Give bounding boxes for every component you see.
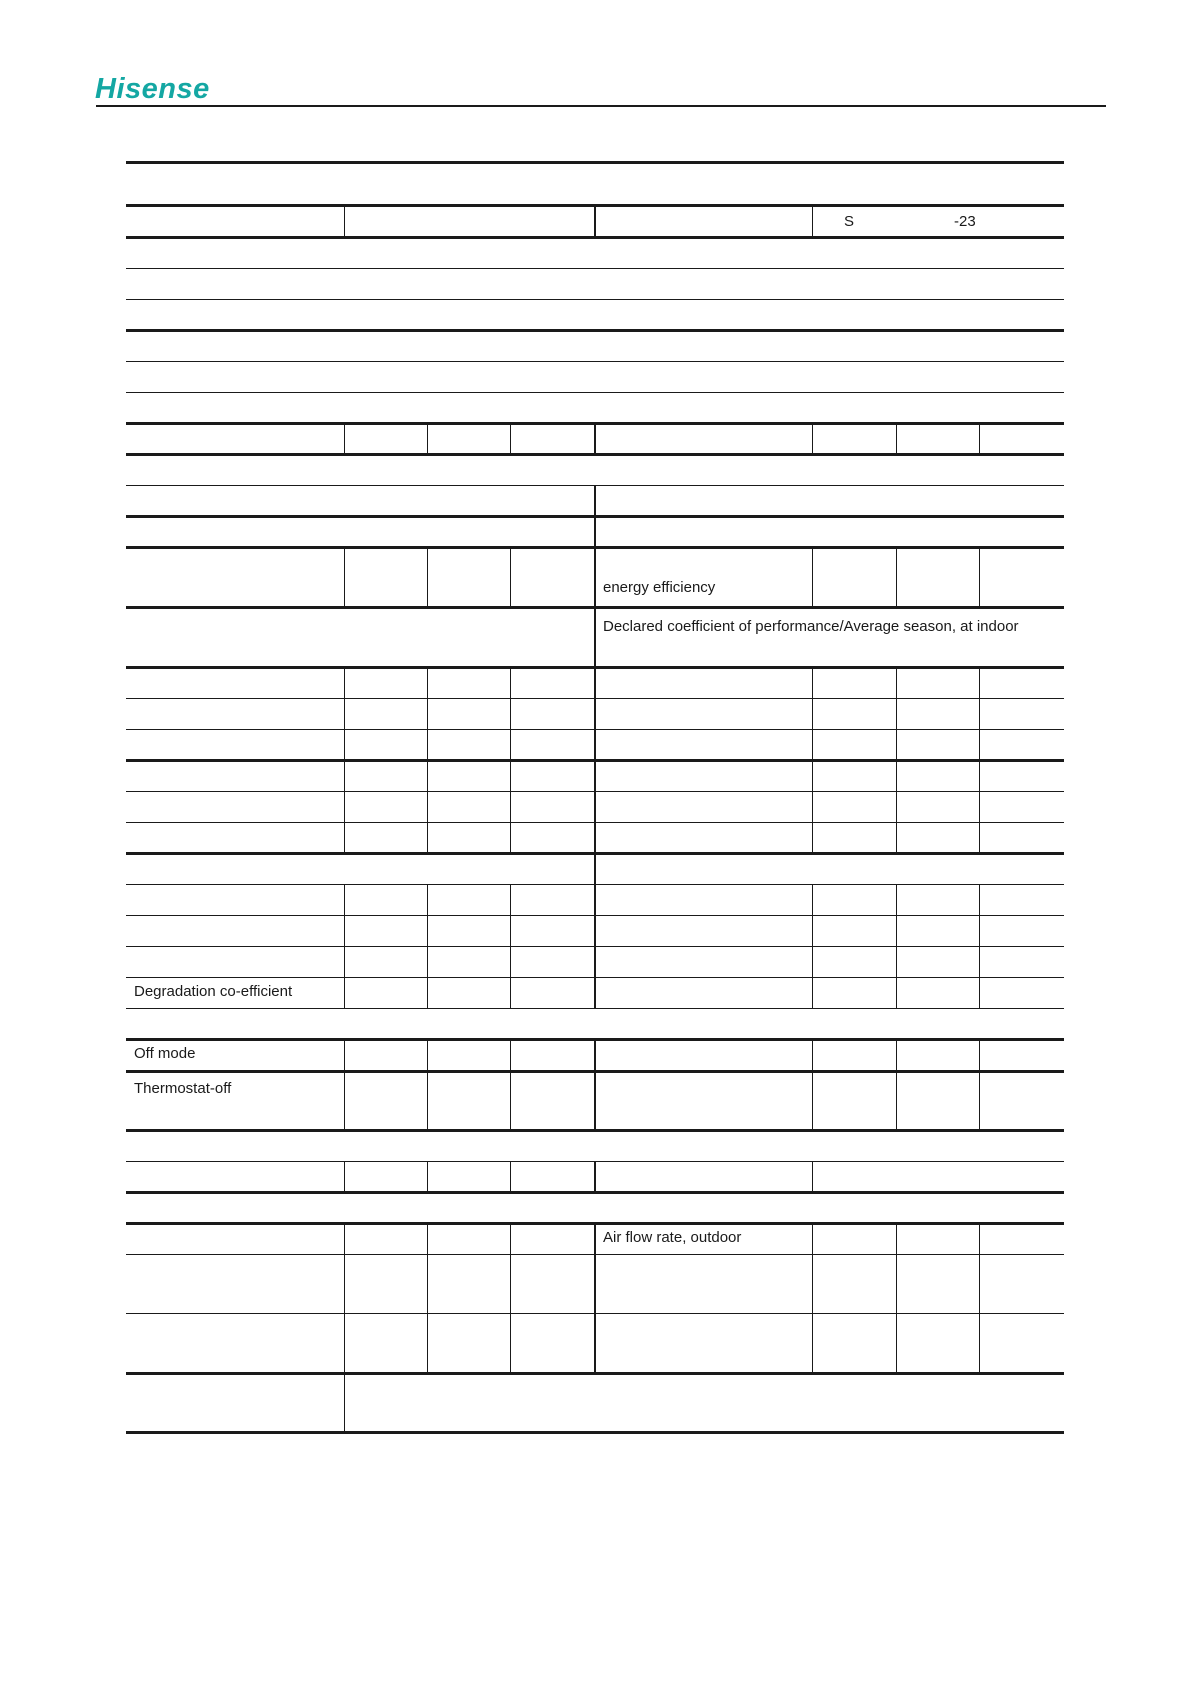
brand-logo: Hisense xyxy=(95,73,210,105)
off-mode-label: Off mode xyxy=(134,1045,196,1062)
declared-cop-label: Declared coefficient of performance/Average season, at indoor xyxy=(603,618,1019,635)
table-col-divider xyxy=(510,547,511,608)
table-col-divider xyxy=(344,547,345,608)
table-rule xyxy=(126,392,1064,393)
table-col-divider xyxy=(594,853,596,885)
table-col-divider xyxy=(427,1162,428,1193)
table-col-divider xyxy=(812,1039,813,1131)
table-col-divider xyxy=(344,1039,345,1131)
table-col-divider xyxy=(812,1162,813,1193)
table-col-divider xyxy=(979,423,980,455)
table-col-divider xyxy=(594,667,596,854)
table-col-divider xyxy=(896,667,897,854)
table-col-divider xyxy=(812,205,813,237)
table-rule xyxy=(126,329,1064,332)
table-col-divider xyxy=(594,1162,596,1193)
table-col-divider xyxy=(896,547,897,608)
table-col-divider xyxy=(594,607,596,668)
table-col-divider xyxy=(510,1162,511,1193)
table-col-divider xyxy=(594,885,596,1009)
header-rule xyxy=(96,105,1106,107)
thermostat-off-label: Thermostat-off xyxy=(134,1080,232,1097)
table-col-divider xyxy=(427,667,428,854)
degradation-coefficient-label: Degradation co-efficient xyxy=(134,983,293,1000)
table-col-divider xyxy=(812,547,813,608)
table-col-divider xyxy=(594,423,596,455)
table-col-divider xyxy=(344,885,345,1009)
table-col-divider xyxy=(979,547,980,608)
table-col-divider xyxy=(510,667,511,854)
table-col-divider xyxy=(344,423,345,455)
table-col-divider xyxy=(344,1223,345,1374)
table-col-divider xyxy=(812,423,813,455)
table-col-divider xyxy=(896,423,897,455)
table-col-divider xyxy=(812,1223,813,1374)
table-col-divider xyxy=(427,423,428,455)
table-col-divider xyxy=(344,1162,345,1193)
energy-efficiency-label: energy efficiency xyxy=(603,579,716,596)
table-rule xyxy=(126,268,1064,269)
table-rule xyxy=(126,299,1064,300)
table-col-divider xyxy=(594,547,596,608)
table-col-divider xyxy=(896,885,897,1009)
table-col-divider xyxy=(344,205,345,237)
table-col-divider xyxy=(896,1039,897,1131)
table-col-divider xyxy=(510,1039,511,1131)
air-flow-outdoor-label: Air flow rate, outdoor xyxy=(603,1229,742,1246)
table-col-divider xyxy=(594,205,596,237)
table-col-divider xyxy=(427,1039,428,1131)
table-col-divider xyxy=(594,1039,596,1131)
table-col-divider xyxy=(979,885,980,1009)
table-col-divider xyxy=(510,423,511,455)
table-col-divider xyxy=(812,885,813,1009)
model-suffix-number: -23 xyxy=(954,213,976,230)
model-suffix-s: S xyxy=(844,213,855,230)
table-top-rule xyxy=(126,161,1064,164)
table-rule xyxy=(126,361,1064,362)
table-col-divider xyxy=(812,667,813,854)
table-col-divider xyxy=(979,1039,980,1131)
table-col-divider xyxy=(427,547,428,608)
table-col-divider xyxy=(594,1223,596,1374)
table-col-divider xyxy=(896,1223,897,1374)
table-col-divider xyxy=(344,667,345,854)
table-col-divider xyxy=(510,1223,511,1374)
table-col-divider xyxy=(979,1223,980,1374)
table-col-divider xyxy=(510,885,511,1009)
table-col-divider xyxy=(979,667,980,854)
table-col-divider xyxy=(427,885,428,1009)
table-bottom-rule xyxy=(126,1431,1064,1434)
table-col-divider xyxy=(594,486,596,548)
table-col-divider xyxy=(344,1373,345,1433)
table-col-divider xyxy=(427,1223,428,1374)
